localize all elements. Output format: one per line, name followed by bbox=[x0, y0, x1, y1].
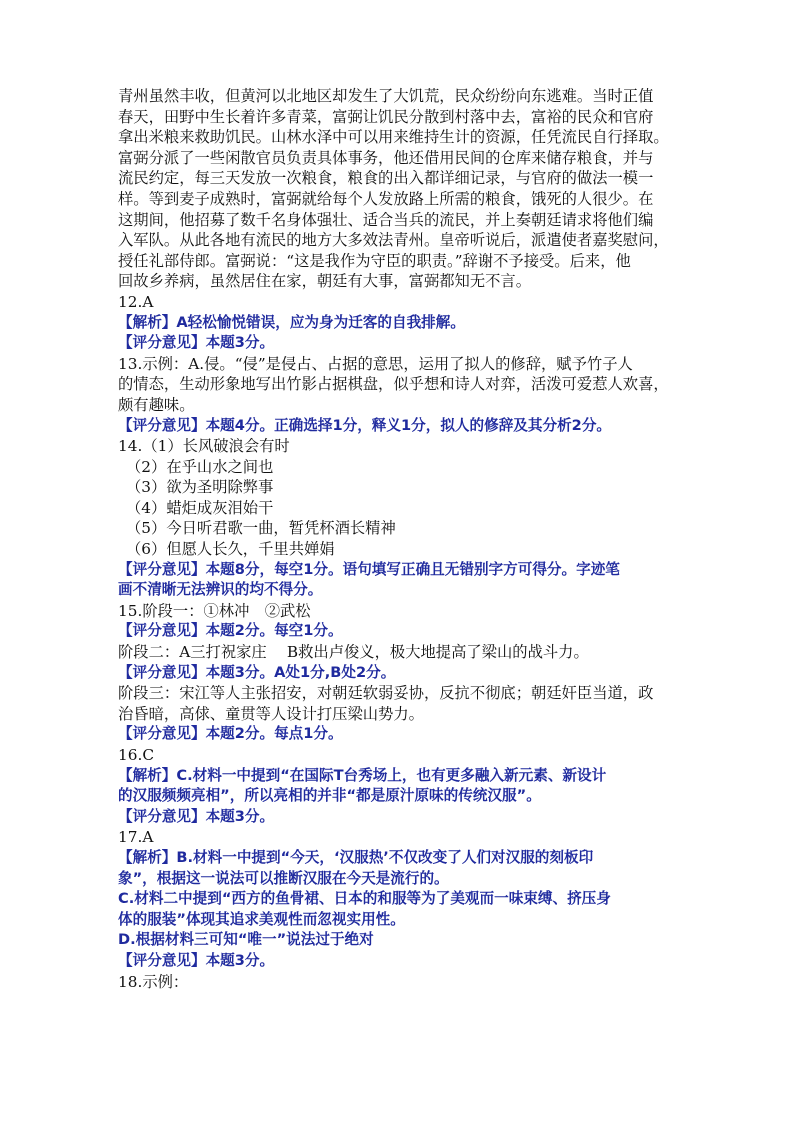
text-line: 富弼分派了一些闲散官员负责具体事务，他还借用民间的仓库来储存粮食，并与 bbox=[118, 148, 654, 167]
text-line: 阶段二：A三打祝家庄 B救出卢俊义，极大地提高了梁山的战斗力。 bbox=[118, 643, 589, 662]
grading-note-line: 象”，根据这一说法可以推断汉服在今天是流行的。 bbox=[118, 869, 449, 887]
text-line: （4）蜡炬成灰泪始干 bbox=[126, 498, 274, 517]
grading-note-line: 体的服装”体现其追求美观性而忽视实用性。 bbox=[118, 910, 405, 928]
grading-note-line: 【评分意见】本题3分。A处1分,B处2分。 bbox=[118, 663, 396, 681]
grading-note-line: 【解析】B.材料一中提到“今天，‘汉服热’不仅改变了人们对汉服的刻板印 bbox=[118, 848, 594, 866]
text-line: 14.（1）长风破浪会有时 bbox=[118, 437, 290, 456]
grading-note-line: 【评分意见】本题2分。每点1分。 bbox=[118, 725, 343, 743]
grading-note-line: 【评分意见】本题3分。 bbox=[118, 334, 275, 352]
grading-note-line: 【解析】C.材料一中提到“在国际T台秀场上，也有更多融入新元素、新设计 bbox=[118, 766, 607, 784]
grading-note-line: 【评分意见】本题2分。每空1分。 bbox=[118, 622, 343, 640]
grading-note-line: 【评分意见】本题4分。正确选择1分，释义1分，拟人的修辞及其分析2分。 bbox=[118, 416, 612, 434]
grading-note-line: 【评分意见】本题8分，每空1分。语句填写正确且无错别字方可得分。字迹笔 bbox=[118, 560, 620, 578]
text-line: 流民约定，每三天发放一次粮食，粮食的出入都详细记录，与官府的做法一模一 bbox=[118, 169, 654, 188]
text-line: （3）欲为圣明除弊事 bbox=[126, 478, 274, 497]
text-line: 18.示例： bbox=[118, 972, 189, 991]
text-line: 13.示例：A.侵。“侵”是侵占、占据的意思，运用了拟人的修辞，赋予竹子人 bbox=[118, 354, 633, 373]
text-line: 15.阶段一：①林冲 ②武松 bbox=[118, 601, 311, 620]
text-line: 拿出米粮来救助饥民。山林水泽中可以用来维持生计的资源，任凭流民自行择取。 bbox=[118, 128, 669, 147]
text-line: （2）在乎山水之间也 bbox=[126, 457, 274, 476]
grading-note-line: 【评分意见】本题3分。 bbox=[118, 807, 275, 825]
grading-note-line: 【解析】A轻松愉悦错误，应为身为迁客的自我排解。 bbox=[118, 313, 465, 331]
text-line: 回故乡养病，虽然居住在家，朝廷有大事，富弼都知无不言。 bbox=[118, 272, 532, 291]
text-line: 12.A bbox=[118, 292, 154, 311]
text-line: 16.C bbox=[118, 746, 155, 764]
text-line: 这期间，他招募了数千名身体强壮、适合当兵的流民，并上奏朝廷请求将他们编 bbox=[118, 210, 654, 229]
document-body bbox=[118, 86, 678, 992]
grading-note-line: 的汉服频频亮相”，所以亮相的并非“都是原汁原味的传统汉服”。 bbox=[118, 787, 541, 805]
text-line: （5）今日听君歌一曲，暂凭杯酒长精神 bbox=[126, 519, 396, 538]
text-line: 治昏暗，高俅、童贯等人设计打压梁山势力。 bbox=[118, 704, 424, 723]
grading-note-line: 【评分意见】本题3分。 bbox=[118, 951, 275, 969]
text-line: 样。等到麦子成熟时，富弼就给每个人发放路上所需的粮食，饿死的人很少。在 bbox=[118, 189, 654, 208]
text-line: 青州虽然丰收，但黄河以北地区却发生了大饥荒，民众纷纷向东逃难。当时正值 bbox=[118, 87, 654, 105]
text-line: （6）但愿人长久，千里共婵娟 bbox=[126, 540, 335, 559]
grading-note-line: C.材料二中提到“西方的鱼骨裙、日本的和服等为了美观而一味束缚、挤压身 bbox=[118, 890, 611, 908]
text-line: 授任礼部侍郎。富弼说：“这是我作为守臣的职责。”辞谢不予接受。后来，他 bbox=[118, 251, 631, 270]
text-line: 颇有趣味。 bbox=[118, 395, 195, 414]
grading-note-line: D.根据材料三可知“唯一”说法过于绝对 bbox=[118, 931, 374, 949]
text-line: 春天，田野中生长着许多青菜，富弼让饥民分散到村落中去，富裕的民众和官府 bbox=[118, 107, 654, 126]
text-line: 阶段三：宋江等人主张招安，对朝廷软弱妥协，反抗不彻底；朝廷奸臣当道，政 bbox=[118, 684, 654, 703]
text-line: 入军队。从此各地有流民的地方大多效法青州。皇帝听说后，派遣使者嘉奖慰问， bbox=[118, 231, 669, 250]
grading-note-line: 画不清晰无法辨识的均不得分。 bbox=[118, 581, 323, 599]
text-line: 的情态，生动形象地写出竹影占据棋盘，似乎想和诗人对弈，活泼可爱惹人欢喜， bbox=[118, 375, 669, 394]
text-line: 17.A bbox=[118, 828, 154, 847]
